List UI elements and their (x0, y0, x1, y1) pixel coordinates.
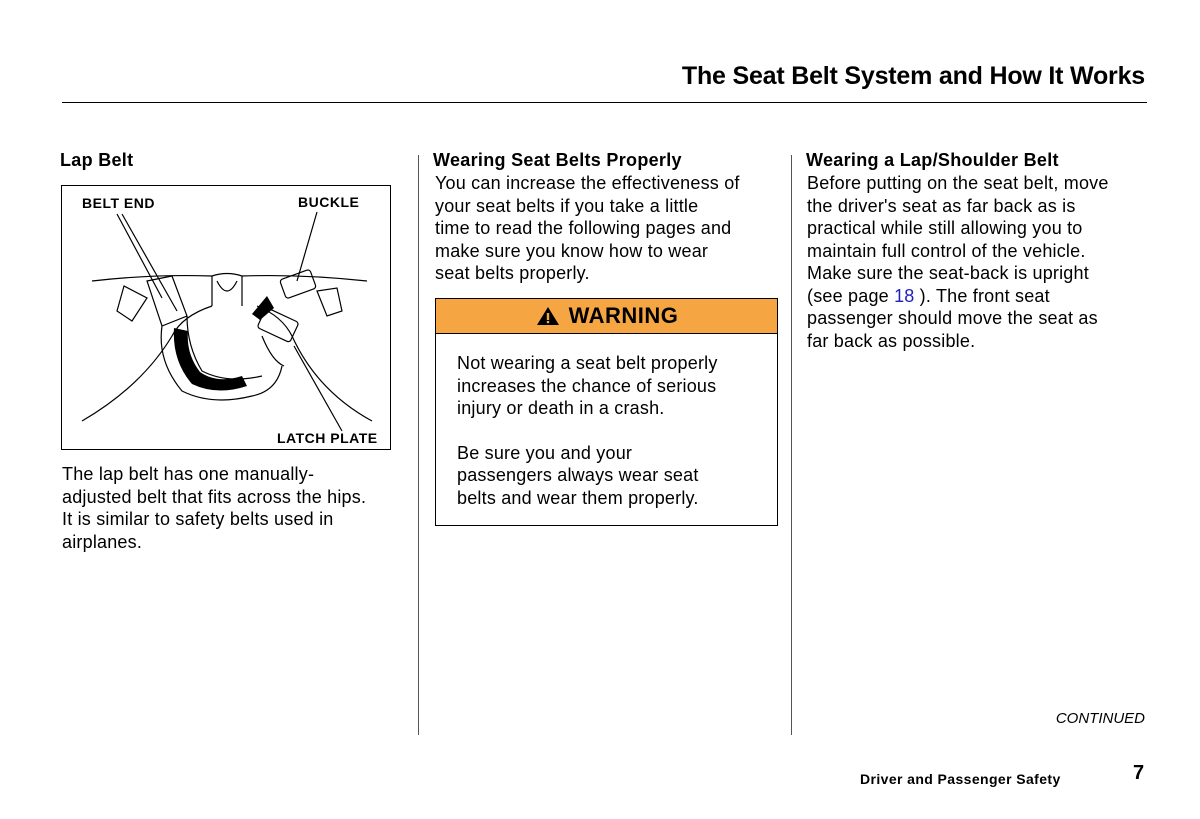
column-divider-2 (791, 155, 792, 735)
warning-header (436, 299, 777, 334)
text-line: the driver's seat as far back as is (807, 195, 1076, 216)
text-line: adjusted belt that fits across the hips. (62, 486, 367, 507)
warning-label: WARNING (568, 303, 679, 328)
latch-plate-label: LATCH PLATE (277, 430, 378, 446)
text-line: Make sure the seat-back is upright (807, 263, 1089, 283)
warning-body (436, 334, 777, 509)
warning-paragraph-1 (457, 352, 757, 420)
text-line: increases the chance of serious (457, 375, 717, 396)
page-number: 7 (1133, 762, 1145, 784)
text-line: Not wearing a seat belt properly (457, 353, 718, 373)
text-line: Be sure you and your (457, 442, 633, 463)
text-line: injury or death in a crash. (457, 398, 665, 418)
page-title: The Seat Belt System and How It Works (681, 62, 1145, 90)
column-divider-1 (418, 155, 419, 735)
warning-triangle-icon (535, 305, 561, 327)
lap-shoulder-heading: Wearing a Lap/Shoulder Belt (806, 150, 1059, 170)
belt-end-label: BELT END (82, 195, 155, 211)
text-line: You can increase the effectiveness of (435, 173, 740, 193)
text-line: far back as possible. (807, 330, 976, 351)
text-line: Before putting on the seat belt, move (807, 173, 1109, 193)
text-line (807, 285, 1109, 308)
text-line: belts and wear them properly. (457, 487, 699, 508)
text-line: The lap belt has one manually- (62, 464, 315, 484)
text-line: your seat belts if you take a little (435, 195, 699, 216)
continued-label: CONTINUED (1055, 710, 1145, 727)
text-fragment: ). The front seat (914, 285, 1050, 306)
lap-belt-figure (61, 185, 391, 450)
page-18-link[interactable]: 18 (894, 285, 915, 306)
buckle-label: BUCKLE (298, 194, 360, 210)
warning-paragraph-2 (457, 442, 757, 510)
text-line: It is similar to safety belts used in (62, 509, 334, 529)
text-line: maintain full control of the vehicle. (807, 240, 1086, 261)
lap-belt-heading: Lap Belt (60, 150, 134, 170)
text-line: passenger should move the seat as (807, 308, 1098, 328)
lap-belt-text (62, 463, 366, 553)
lap-shoulder-text (807, 172, 1109, 352)
text-line: practical while still allowing you to (807, 218, 1083, 238)
text-line: time to read the following pages and (435, 218, 732, 238)
footer-section-title: Driver and Passenger Safety (860, 771, 1061, 787)
lap-belt-illustration (62, 186, 391, 450)
wearing-properly-text (435, 172, 740, 285)
warning-box (435, 298, 778, 526)
text-line: passengers always wear seat (457, 465, 699, 485)
wearing-properly-heading: Wearing Seat Belts Properly (433, 150, 682, 170)
text-line: seat belts properly. (435, 263, 590, 283)
text-fragment: (see page (807, 285, 895, 306)
text-line: make sure you know how to wear (435, 240, 709, 261)
title-divider (62, 102, 1147, 103)
text-line: airplanes. (62, 531, 143, 552)
